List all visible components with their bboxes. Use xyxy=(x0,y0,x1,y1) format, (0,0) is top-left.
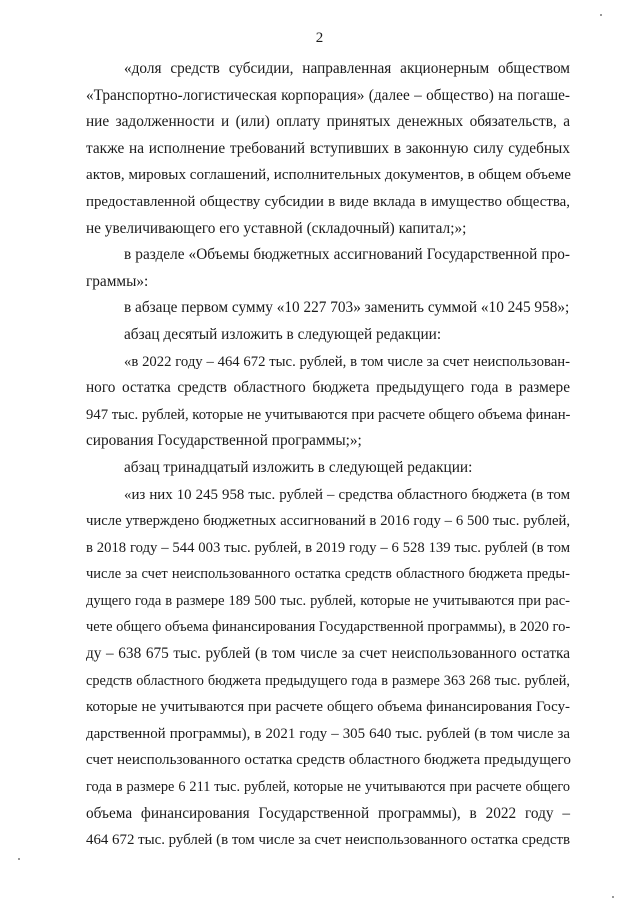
text-line: «доля средств субсидии, направленная акционерным обществом xyxy=(124,60,570,77)
text-line: года в размере 6 211 тыс. рублей, которые не учитываются при расчете общего xyxy=(86,779,570,796)
text-line: актов, мировых соглашений, исполнительных документов, в общем объеме xyxy=(86,167,571,184)
text-line: в абзаце первом сумму «10 227 703» заменить суммой «10 245 958»; xyxy=(124,299,570,317)
text-line: в 2018 году – 544 003 тыс. рублей, в 2019 году – 6 528 139 тыс. рублей (в том xyxy=(86,539,570,556)
text-line: объема финансирования Государственной программы), в 2022 году – xyxy=(86,804,570,822)
text-line: предоставленной обществу субсидии в виде вклада в имущество общества, xyxy=(86,193,570,210)
text-line: числе утверждено бюджетных ассигнований в 2016 году – 6 500 тыс. рублей, xyxy=(86,513,570,530)
scan-speck xyxy=(600,14,602,16)
text-line: дарственной программы), в 2021 году – 305 640 тыс. рублей (в том числе за xyxy=(86,725,570,742)
text-line: не увеличивающего его уставной (складочный) капитал;»; xyxy=(86,219,467,237)
text-line: числе за счет неиспользованного остатка средств областного бюджета преды- xyxy=(86,566,570,583)
text-line: «из них 10 245 958 тыс. рублей – средства областного бюджета (в том xyxy=(124,486,570,503)
text-line: ду – 638 675 тыс. рублей (в том числе за счет неиспользованного остатка xyxy=(86,645,570,663)
text-line: счет неиспользованного остатка средств областного бюджета предыдущего xyxy=(86,752,571,769)
text-line: сирования Государственной программы;»; xyxy=(86,432,362,450)
text-line: «в 2022 году – 464 672 тыс. рублей, в том числе за счет неиспользован- xyxy=(124,353,570,370)
page-number: 2 xyxy=(315,30,324,46)
document-body xyxy=(86,56,570,854)
text-line: 464 672 тыс. рублей (в том числе за счет неиспользованного остатка средств xyxy=(86,832,571,849)
text-line: в разделе «Объемы бюджетных ассигнований Государственной про- xyxy=(124,246,570,264)
text-line: граммы»: xyxy=(86,272,149,290)
text-line: «Транспортно-логистическая корпорация» (далее – общество) на погаше- xyxy=(86,86,570,104)
text-line: ного остатка средств областного бюджета предыдущего года в размере xyxy=(86,379,570,397)
text-line: 947 тыс. рублей, которые не учитываются при расчете общего объема финан- xyxy=(86,406,571,423)
text-line: дущего года в размере 189 500 тыс. рублей, которые не учитываются при рас- xyxy=(86,592,570,609)
text-line: абзац десятый изложить в следующей редакции: xyxy=(124,325,442,343)
scan-speck xyxy=(612,896,614,898)
scan-speck xyxy=(18,858,20,860)
text-line: чете общего объема финансирования Государственной программы), в 2020 го- xyxy=(86,619,571,636)
text-line: абзац тринадцатый изложить в следующей редакции: xyxy=(124,458,473,476)
text-line: средств областного бюджета предыдущего года в размере 363 268 тыс. рублей, xyxy=(86,672,570,689)
text-line: которые не учитываются при расчете общего объема финансирования Госу- xyxy=(86,699,570,716)
text-line: также на исполнение требований вступивших в законную силу судебных xyxy=(86,139,570,157)
text-line: ние задолженности и (или) оплату принятых денежных обязательств, а xyxy=(86,113,570,131)
